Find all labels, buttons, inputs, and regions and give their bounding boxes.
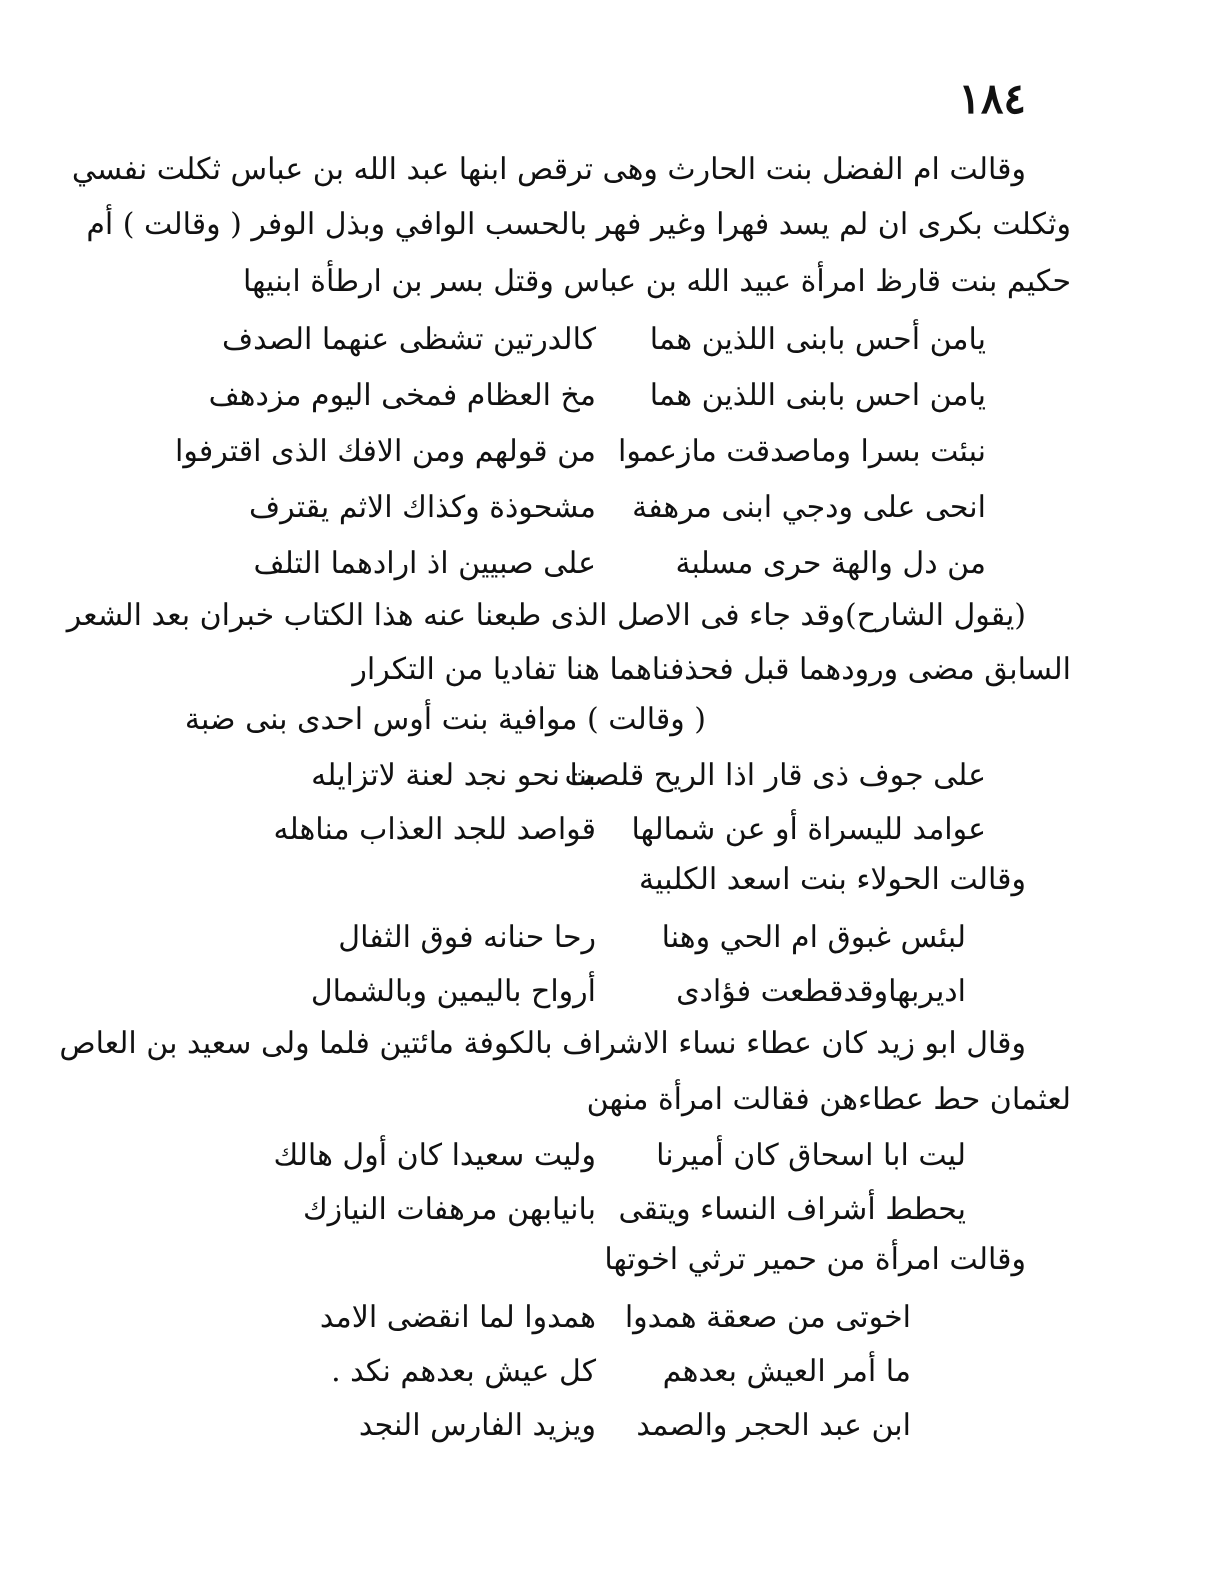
prose-line: وقالت الحولاء بنت اسعد الكلبية xyxy=(639,862,1026,897)
verse-second-hemistich: على صبيين اذ ارادهما التلف xyxy=(253,546,596,581)
verse-second-hemistich: أرواح باليمين وبالشمال xyxy=(310,974,596,1009)
verse-first-hemistich: ليت ابا اسحاق كان أميرنا xyxy=(656,1138,966,1173)
verse-second-hemistich: كل عيش بعدهم نكد . xyxy=(331,1354,596,1389)
verse-first-hemistich: يامن احس بابنى اللذين هما xyxy=(649,378,986,413)
verse-first-hemistich: على جوف ذى قار اذا الريح قلصت xyxy=(564,758,986,793)
prose-line: السابق مضى ورودهما قبل فحذفناهما هنا تفاديا من التكرار xyxy=(352,652,1071,687)
prose-line: وقالت امرأة من حمير ترثي اخوتها xyxy=(604,1242,1026,1277)
verse-first-hemistich: من دل والهة حرى مسلبة xyxy=(675,546,986,581)
prose-line: ( وقالت ) موافية بنت أوس احدى بنى ضبة xyxy=(184,702,706,737)
verse-first-hemistich: يامن أحس بابنى اللذين هما xyxy=(649,322,986,357)
verse-first-hemistich: انحى على ودجي ابنى مرهفة xyxy=(632,490,986,525)
page-number: ١٨٤ xyxy=(958,74,1026,123)
prose-line: وقال ابو زيد كان عطاء نساء الاشراف بالكوفة مائتين فلما ولى سعيد بن العاص xyxy=(59,1026,1026,1061)
verse-first-hemistich: ما أمر العيش بعدهم xyxy=(662,1354,911,1389)
prose-line: (يقول الشارح)وقد جاء فى الاصل الذى طبعنا عنه هذا الكتاب خبران بعد الشعر xyxy=(66,598,1026,633)
verse-second-hemistich: رحا حنانه فوق الثفال xyxy=(338,920,596,955)
verse-first-hemistich: يحطط أشراف النساء ويتقى xyxy=(618,1192,966,1227)
verse-second-hemistich: من قولهم ومن الافك الذى اقترفوا xyxy=(175,434,596,469)
verse-second-hemistich: بانيابهن مرهفات النيازك xyxy=(302,1192,596,1227)
prose-line: حكيم بنت قارظ امرأة عبيد الله بن عباس وقتل بسر بن ارطأة ابنيها xyxy=(242,264,1071,299)
verse-second-hemistich: كالدرتين تشظى عنهما الصدف xyxy=(222,322,596,357)
verse-second-hemistich: بنا نحو نجد لعنة لاتزايله xyxy=(311,758,596,793)
verse-second-hemistich: ويزيد الفارس النجد xyxy=(358,1408,596,1443)
verse-second-hemistich: قواصد للجد العذاب مناهله xyxy=(273,812,596,847)
verse-first-hemistich: اديربهاوقدقطعت فؤادى xyxy=(676,974,966,1009)
verse-first-hemistich: اخوتى من صعقة همدوا xyxy=(624,1300,911,1335)
verse-first-hemistich: ابن عبد الحجر والصمد xyxy=(636,1408,911,1443)
prose-line: وقالت ام الفضل بنت الحارث وهى ترقص ابنها عبد الله بن عباس ثكلت نفسي xyxy=(71,152,1026,187)
verse-second-hemistich: وليت سعيدا كان أول هالك xyxy=(273,1138,596,1173)
prose-line: لعثمان حط عطاءهن فقالت امرأة منهن xyxy=(586,1082,1071,1117)
verse-second-hemistich: همدوا لما انقضى الامد xyxy=(319,1300,596,1335)
verse-second-hemistich: مشحوذة وكذاك الاثم يقترف xyxy=(249,490,596,525)
verse-first-hemistich: عوامد لليسراة أو عن شمالها xyxy=(631,812,986,847)
prose-line: وثكلت بكرى ان لم يسد فهرا وغير فهر بالحسب الوافي وبذل الوفر ( وقالت ) أم xyxy=(86,207,1071,242)
verse-second-hemistich: مخ العظام فمخى اليوم مزدهف xyxy=(208,378,596,413)
verse-first-hemistich: نبئت بسرا وماصدقت مازعموا xyxy=(617,434,986,469)
verse-first-hemistich: لبئس غبوق ام الحي وهنا xyxy=(661,920,966,955)
